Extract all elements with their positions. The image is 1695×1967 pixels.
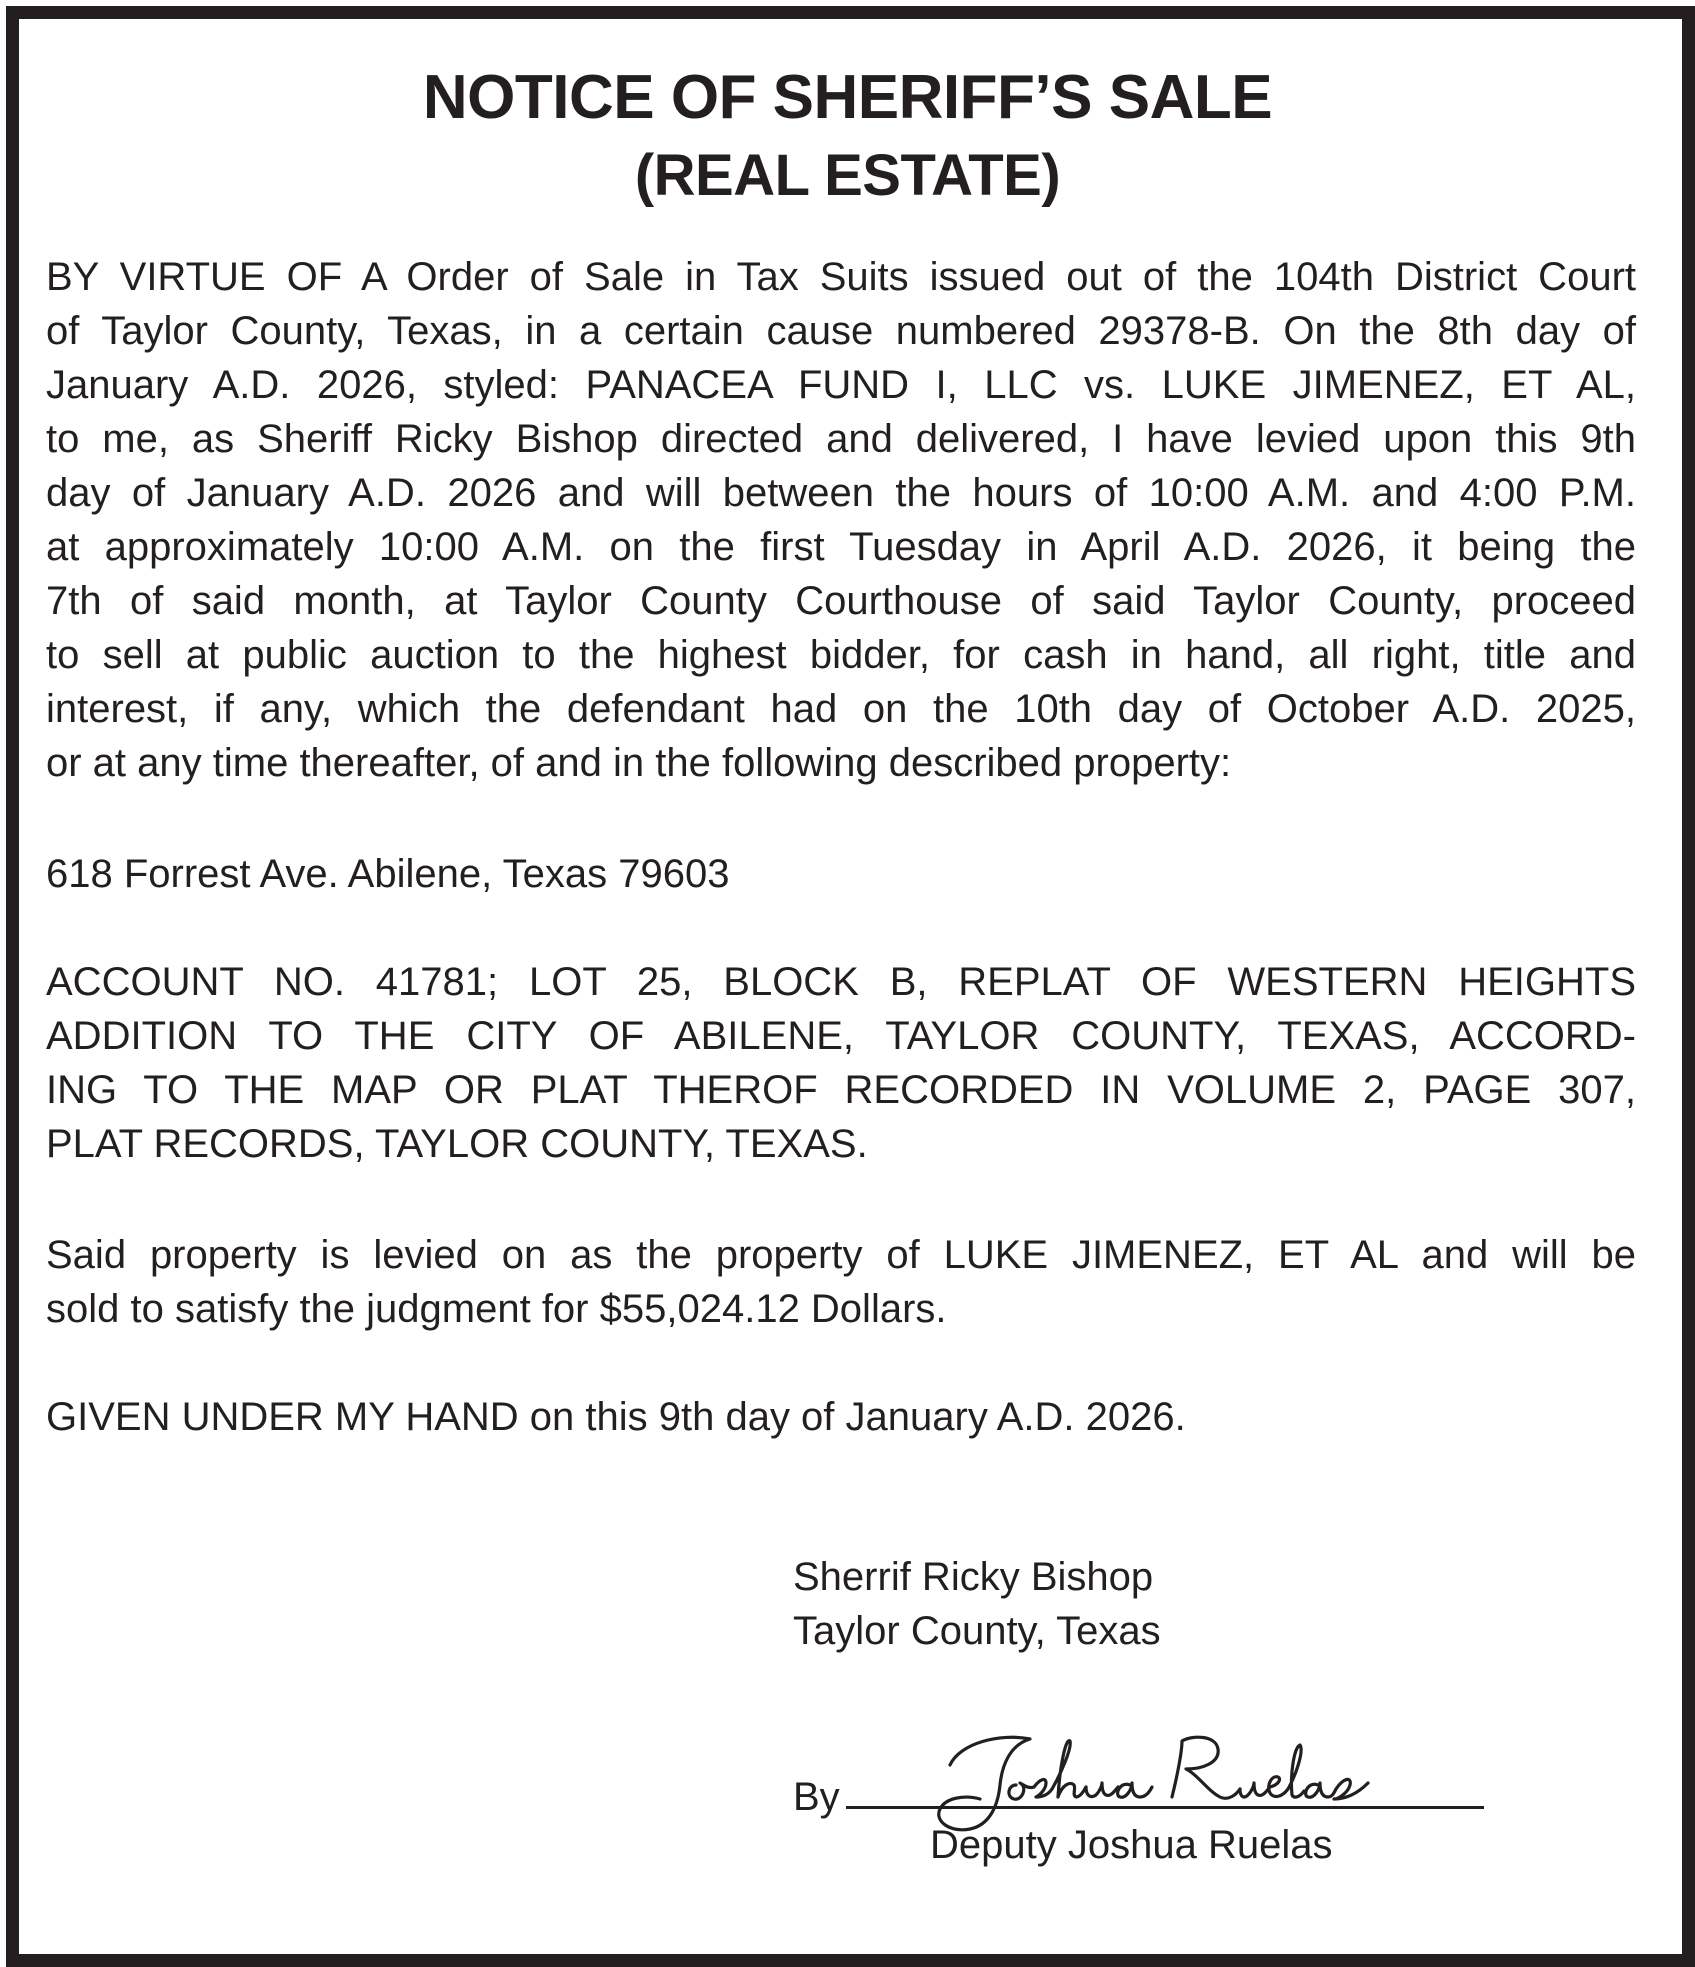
body-line: 7th of said month, at Taylor County Courthouse of said Taylor County, proceed (46, 579, 1636, 623)
body-line: interest, if any, which the defendant had on the 10th day of October A.D. 2025, (46, 687, 1636, 731)
legal-line: PLAT RECORDS, TAYLOR COUNTY, TEXAS. (46, 1122, 868, 1166)
body-line: or at any time thereafter, of and in the following described property: (46, 741, 1232, 785)
sheriff-block (793, 1550, 1161, 1658)
body-line: to me, as Sheriff Ricky Bishop directed and delivered, I have levied upon this 9th (46, 417, 1636, 461)
body-line: BY VIRTUE OF A Order of Sale in Tax Suits issued out of the 104th District Court (46, 255, 1636, 299)
deputy-name: Deputy Joshua Ruelas (930, 1823, 1333, 1867)
legal-description (46, 955, 1636, 1171)
notice-body-paragraph (46, 250, 1636, 790)
body-line: January A.D. 2026, styled: PANACEA FUND I, LLC vs. LUKE JIMENEZ, ET AL, (46, 363, 1636, 407)
sheriff-name: Sherrif Ricky Bishop (793, 1555, 1154, 1599)
levied-line: Said property is levied on as the property of LUKE JIMENEZ, ET AL and will be (46, 1233, 1636, 1277)
body-line: day of January A.D. 2026 and will between the hours of 10:00 A.M. and 4:00 P.M. (46, 471, 1636, 515)
body-line: at approximately 10:00 A.M. on the first Tuesday in April A.D. 2026, it being the (46, 525, 1636, 569)
property-address: 618 Forrest Ave. Abilene, Texas 79603 (46, 852, 730, 896)
notice-subtitle: (REAL ESTATE) (634, 143, 1061, 208)
body-line: to sell at public auction to the highest bidder, for cash in hand, all right, title and (46, 633, 1636, 677)
body-line: of Taylor County, Texas, in a certain cause numbered 29378-B. On the 8th day of (46, 309, 1636, 353)
sheriff-county: Taylor County, Texas (793, 1609, 1161, 1653)
levied-paragraph (46, 1228, 1636, 1336)
legal-line: ACCOUNT NO. 41781; LOT 25, BLOCK B, REPLAT OF WESTERN HEIGHTS (46, 960, 1636, 1004)
by-label: By (793, 1775, 840, 1819)
given-under-hand: GIVEN UNDER MY HAND on this 9th day of January A.D. 2026. (46, 1395, 1186, 1439)
legal-line: ING TO THE MAP OR PLAT THEROF RECORDED IN VOLUME 2, PAGE 307, (46, 1068, 1636, 1112)
levied-line: sold to satisfy the judgment for $55,024.12 Dollars. (46, 1287, 947, 1331)
legal-line: ADDITION TO THE CITY OF ABILENE, TAYLOR COUNTY, TEXAS, ACCORD- (46, 1014, 1636, 1058)
notice-title: NOTICE OF SHERIFF’S SALE (422, 63, 1273, 132)
